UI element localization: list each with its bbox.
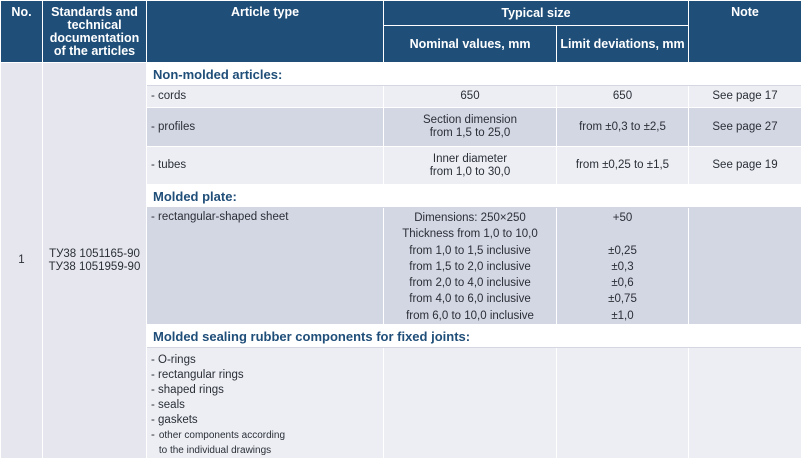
header-standards-line: Standards and (45, 6, 144, 19)
nominal-line: from 2,0 to 4,0 inclusive (388, 275, 552, 291)
article-cell (147, 348, 384, 459)
article-cell: - tubes (147, 147, 384, 185)
limit-line: ±0,6 (561, 275, 684, 291)
nominal-cell (384, 147, 557, 185)
list-item: - rectangular rings (151, 368, 379, 383)
header-nominal-values: Nominal values, mm (384, 26, 557, 63)
nominal-cell: 650 (384, 86, 557, 108)
nominal-line: from 4,0 to 6,0 inclusive (388, 291, 552, 307)
list-item: - seals (151, 398, 379, 413)
list-item: - gaskets (151, 413, 379, 428)
limit-line: ±1,0 (561, 308, 684, 324)
header-no: No. (1, 1, 43, 63)
limit-cell: from ±0,3 to ±2,5 (557, 108, 689, 147)
limit-line: ±0,25 (561, 243, 684, 259)
note-cell (689, 208, 801, 325)
list-item-line: other components according (159, 428, 285, 443)
nominal-line: from 6,0 to 10,0 inclusive (388, 308, 552, 324)
header-limit-deviations: Limit deviations, mm (557, 26, 689, 63)
note-cell: See page 19 (689, 147, 801, 185)
list-item (151, 428, 379, 458)
limit-cell (557, 208, 689, 325)
header-typical-size: Typical size (384, 1, 689, 26)
nominal-line: Section dimension (388, 114, 552, 127)
note-cell-empty (689, 348, 801, 459)
row-number: 1 (18, 254, 24, 266)
article-cell: - profiles (147, 108, 384, 147)
article-cell: - rectangular-shaped sheet (147, 208, 384, 325)
nominal-cell-empty (384, 348, 557, 459)
nominal-cell (384, 208, 557, 325)
list-item: - O-rings (151, 353, 379, 368)
limit-cell-empty (557, 348, 689, 459)
nominal-line: from 1,0 to 1,5 inclusive (388, 243, 552, 259)
nominal-line: Dimensions: 250×250 (388, 210, 552, 226)
nominal-line: from 1,5 to 2,0 inclusive (388, 259, 552, 275)
header-standards-line: of the articles (45, 45, 144, 58)
limit-line: ±0,75 (561, 291, 684, 307)
header-standards (43, 1, 147, 63)
standard-value: ТУ38 1051165-90 (47, 248, 142, 261)
nominal-line: Thickness from 1,0 to 10,0 (388, 226, 552, 242)
header-standards-line: documentation (45, 32, 144, 45)
note-cell: See page 17 (689, 86, 801, 108)
row-number-cell (1, 63, 43, 459)
nominal-line: Inner diameter (388, 153, 552, 166)
list-item-line: to the individual drawings (159, 443, 285, 458)
limit-cell: from ±0,25 to ±1,5 (557, 147, 689, 185)
nominal-cell (384, 108, 557, 147)
list-item-dash: - (151, 428, 155, 442)
header-standards-line: technical (45, 19, 144, 32)
standard-value: ТУ38 1051959-90 (47, 261, 142, 274)
header-note: Note (689, 1, 801, 63)
limit-line: +50 (561, 210, 684, 226)
header-article-type: Article type (147, 1, 384, 63)
section-title-non-molded: Non-molded articles: (147, 63, 801, 86)
nominal-line: from 1,5 to 25,0 (388, 127, 552, 140)
limit-line (561, 226, 684, 242)
limit-cell: 650 (557, 86, 689, 108)
section-title-sealing: Molded sealing rubber components for fixed joints: (147, 325, 801, 348)
note-cell: See page 27 (689, 108, 801, 147)
list-item: - shaped rings (151, 383, 379, 398)
nominal-line: from 1,0 to 30,0 (388, 166, 552, 179)
standards-cell (43, 63, 147, 459)
section-title-molded-plate: Molded plate: (147, 185, 801, 208)
limit-line: ±0,3 (561, 259, 684, 275)
article-cell: - cords (147, 86, 384, 108)
